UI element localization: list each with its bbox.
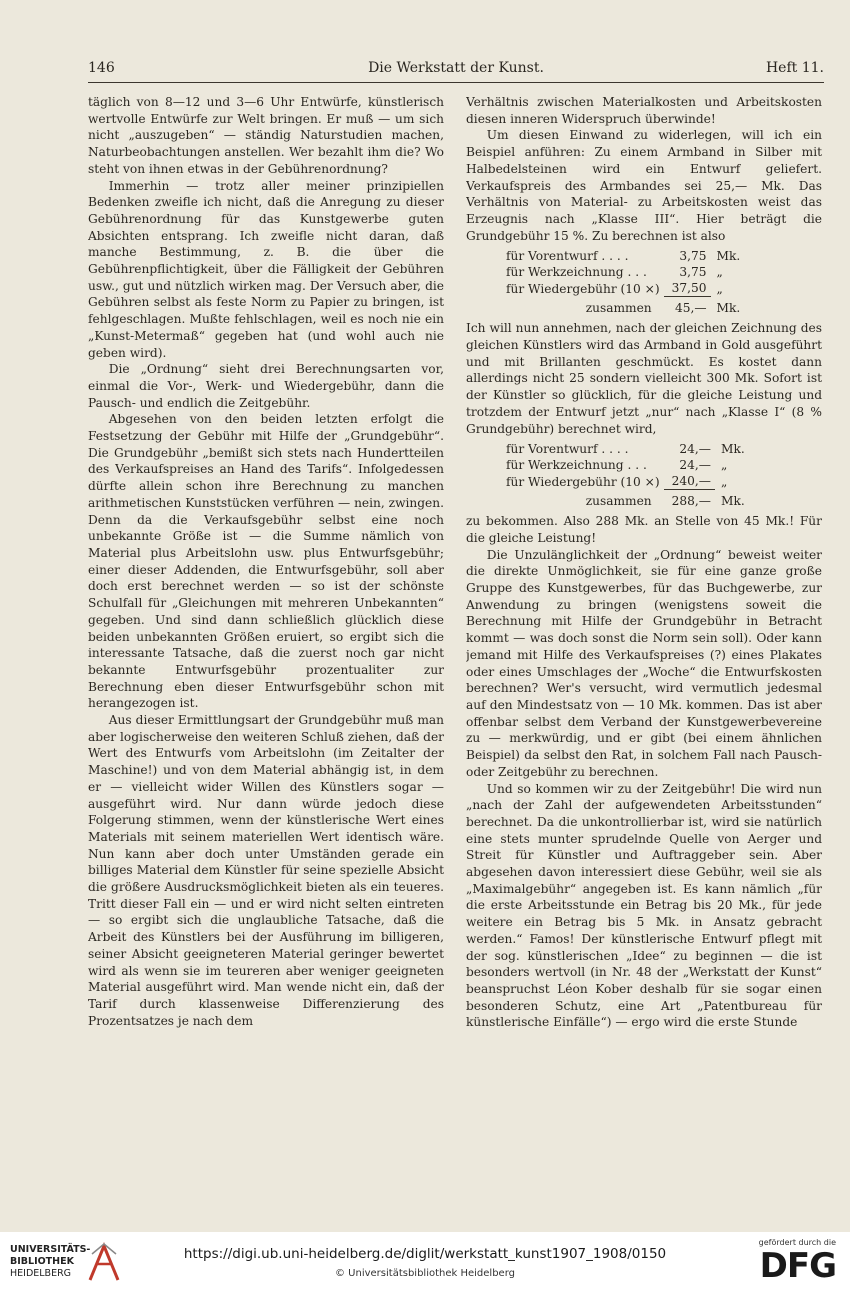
calc-sum-label: zusammen xyxy=(585,494,652,508)
calc-row xyxy=(506,280,744,297)
calc-sum-amount: 45,— xyxy=(664,297,711,317)
funding-note: gefördert durch die xyxy=(758,1238,836,1247)
paragraph: Immerhin — trotz aller meiner prinzipiellen Bedenken zweifle ich nicht, daß die Anregung zu dieser Gebührenordnung für das Kunstgewerbe guten Absichten entsprang. Ich zweifle nicht daran, daß manche Bestimmung, z. B. die über die Gebührenpflichtigkeit, über die Fälligkeit der Gebühren usw., gut und nützlich wirken mag. Der Versuch aber, die Gebühren selbst als feste Norm zu Papier zu bringen, ist fehlgeschlagen. Mußte fehlschlagen, weil es noch nie ein „Kunst-Metermaß“ gegeben hat (und wohl auch nie geben wird). xyxy=(88,178,444,360)
calc-unit: „ xyxy=(720,458,728,473)
calc-unit: „ xyxy=(720,474,728,489)
paragraph: Und so kommen wir zu der Zeitgebühr! Die wird nun „nach der Zahl der aufgewendeten Arbeitsstunden“ berechnet. Da die unkontrollierbar ist, wird sie natürlich eine stets munter sprudelnde Quelle von Aerger und Streit für Künstler und Auftraggeber sein. Aber abgesehen davon interessiert diese Gebühr, weil sie als „Maximalgebühr“ angegeben ist. Es kann nämlich „für die erste Arbeitsstunde ein Betrag bis 20 Mk., für jede weitere ein Betrag bis 5 Mk. in Ansatz gebracht werden.“ Famos! Der künstlerische Entwurf pflegt mit der sog. künstlerischen „Idee“ zu beginnen — die ist besonders wertvoll (in Nr. 48 der „Werkstatt der Kunst“ beanspruchst Léon Kober deshalb für sie sogar einen besonderen Schutz, eine Art „Patentbureau für künstlerische Einfälle“) — ergo wird die erste Stunde xyxy=(466,781,822,1030)
calc-row xyxy=(506,264,744,280)
calc-label: für Werkzeichnung . . . xyxy=(506,458,647,473)
paragraph: täglich von 8—12 und 3—6 Uhr Entwürfe, künstlerisch wertvolle Entwürfe zur Welt bringen. Er muß — um sich nicht „auszugeben“ — ständig Naturstudien machen, Naturbeobachtungen anstellen. Wer bezahlt ihm die? Wo steht von ihnen etwas in der Gebührenordnung? xyxy=(88,95,444,176)
copyright-notice: © Universitätsbibliothek Heidelberg xyxy=(334,1268,515,1279)
calc-amount: 3,75 xyxy=(679,249,707,264)
paragraph: zu bekommen. Also 288 Mk. an Stelle von 45 Mk.! Für die gleiche Leistung! xyxy=(466,514,822,545)
viewer-footer xyxy=(0,1232,850,1292)
dfg-logo: DFG xyxy=(759,1246,836,1286)
calc-label: für Vorentwurf . . . . xyxy=(506,249,629,264)
paragraph: Abgesehen von den beiden letzten erfolgt die Festsetzung der Gebühr mit Hilfe der „Grundgebühr“. Die Grundgebühr „bemißt sich stets nach Hundertteilen des Verkaufspreises an Hand des Tarifs“. Infolgedessen dürfte allein schon ihre Berechnung zu manchen arithmetischen Kunststücken verführen — nein, zwingen. Denn da die Verkaufsgebühr selbst eine noch unbekannte Größe ist — die Summe nämlich von Material plus Arbeitslohn usw. plus Entwurfsgebühr; einer dieser Addenden, die Entwurfsgebühr, soll aber doch erst berechnet werden — so ist der schönste Schulfall für „Gleichungen mit mehreren Unbekannten“ gegeben. Und sind dann schließlich glücklich diese beiden unbekannten Größen eruiert, so ergibt sich die interessante Tatsache, daß die zuerst noch gar nicht bekannte Entwurfsgebühr prozentualiter zur Berechnung eben dieser Entwurfsgebühr schon mit herangezogen ist. xyxy=(88,412,444,711)
page-number: 146 xyxy=(88,60,115,76)
left-column xyxy=(88,94,444,1180)
calc-unit: „ xyxy=(716,265,723,280)
library-name-line1: UNIVERSITÄTS- xyxy=(10,1244,91,1255)
calc-sum-unit: Mk. xyxy=(716,301,741,316)
calc-unit: Mk. xyxy=(716,249,741,264)
calc-unit: „ xyxy=(716,281,723,296)
paragraph: Ich will nun annehmen, nach der gleichen Zeichnung des gleichen Künstlers wird das Armband in Gold ausgeführt und mit Brillanten geschmückt. Es kostet dann allerdings nicht 25 sondern vielleicht 300 Mk. Sofort ist der Künstler so glücklich, für die gleiche Leistung und trotzdem der Entwurf jetzt „nur“ nach „Klasse I“ (8 % Grundgebühr) berechnet wird, xyxy=(466,321,822,436)
header-rule xyxy=(88,82,824,83)
calc-row xyxy=(506,248,744,264)
calc-amount: 24,— xyxy=(679,442,711,457)
library-name-line3: HEIDELBERG xyxy=(10,1268,72,1279)
paragraph: Die Unzulänglichkeit der „Ordnung“ beweist weiter die direkte Unmöglichkeit, sie für eine ganze große Gruppe des Kunstgewerbes, für das Buchgewerbe, zur Anwendung zu bringen (wenigstens soweit die Berechnung mit Hilfe der Grundgebühr in Betracht kommt — was doch sonst die Norm sein soll). Oder kann jemand mit Hilfe des Verkaufspreises (?) eines Plakates oder eines Umschlages der „Woche“ die Entwurfskosten berechnen? Wer's versucht, wird vermutlich jedesmal auf den Mindestsatz von — 10 Mk. kommen. Das ist aber offenbar selbst dem Verband der Kunstgewerbevereine zu — merkwürdig, und er gibt (bei einem ähnlichen Beispiel) da selbst den Rat, in solchem Fall nach Pausch- oder Zeitgebühr zu berechnen. xyxy=(466,547,822,779)
calc-label: für Wiedergebühr (10 ×) xyxy=(506,474,660,489)
running-title: Die Werkstatt der Kunst. xyxy=(368,60,544,76)
calc-label: für Vorentwurf . . . . xyxy=(506,442,629,457)
page-header xyxy=(88,56,824,84)
calc-amount: 3,75 xyxy=(679,265,707,280)
calculation-table-gold xyxy=(506,441,749,509)
paragraph: Aus dieser Ermittlungsart der Grundgebühr muß man aber logischerweise den weiteren Schluß ziehen, daß der Wert des Entwurfs vom Arbeitslohn (im Zeitalter der Maschine!) und von dem Material abhängig ist, in dem er — vielleicht wider Willen des Künstlers sogar — ausgeführt wird. Nur dann würde jedoch diese Folgerung stimmen, wenn der künstlerische Wert eines Materials mit seinem materiellen Wert identisch wäre. Nun kann aber doch unter Umständen gerade ein billiges Material dem Künstler für seine spezielle Absicht die größere Ausdrucksmöglichkeit bieten als ein teueres. Tritt dieser Fall ein — und er wird nicht selten eintreten — so ergibt sich die unglaubliche Tatsache, daß die Arbeit des Künstlers bei der Ausführung im billigeren, seiner Absicht geeigneteren Material geringer bewertet wird als wenn sie im teureren aber weniger geeigneten Material ausgeführt wird. Man wende nicht ein, daß der Tarif durch klassenweise Differenzierung des Prozentsatzes je nach dem xyxy=(88,713,444,1028)
calc-row xyxy=(506,441,749,457)
calc-sum-label: zusammen xyxy=(585,301,652,316)
calc-row xyxy=(506,457,749,473)
calc-amount: 37,50 xyxy=(671,281,707,296)
library-name-line2: BIBLIOTHEK xyxy=(10,1256,74,1267)
calc-unit: Mk. xyxy=(720,442,745,457)
calc-sum-amount: 288,— xyxy=(664,490,715,510)
issue-number: Heft 11. xyxy=(765,60,824,76)
paragraph: Um diesen Einwand zu widerlegen, will ich ein Beispiel anführen: Zu einem Armband in Silber mit Halbedelsteinen wird ein Entwurf geliefert. Verkaufspreis des Armbandes sei 25,— Mk. Das Verhältnis von Material- zu Arbeitskosten weist das Erzeugnis nach „Klasse III“. Hier beträgt die Grundgebühr 15 %. Zu berechnen ist also xyxy=(466,128,822,243)
calc-label: für Wiedergebühr (10 ×) xyxy=(506,281,660,296)
calculation-table-silver xyxy=(506,248,744,316)
calc-sum-row xyxy=(506,297,744,317)
right-column xyxy=(466,94,822,1180)
paragraph: Verhältnis zwischen Materialkosten und Arbeitskosten diesen inneren Widerspruch überwinde! xyxy=(466,95,822,126)
calc-label: für Werkzeichnung . . . xyxy=(506,265,647,280)
calc-sum-unit: Mk. xyxy=(720,494,745,508)
calc-sum-row xyxy=(506,490,749,510)
calc-amount: 24,— xyxy=(679,458,711,473)
calc-row xyxy=(506,473,749,490)
paragraph: Die „Ordnung“ sieht drei Berechnungsarten vor, einmal die Vor-, Werk- und Wiedergebühr, dann die Pausch- und endlich die Zeitgebühr. xyxy=(88,362,444,410)
calc-amount: 240,— xyxy=(671,474,711,489)
permalink-url[interactable]: https://digi.ub.uni-heidelberg.de/diglit/werkstatt_kunst1907_1908/0150 xyxy=(183,1246,667,1262)
